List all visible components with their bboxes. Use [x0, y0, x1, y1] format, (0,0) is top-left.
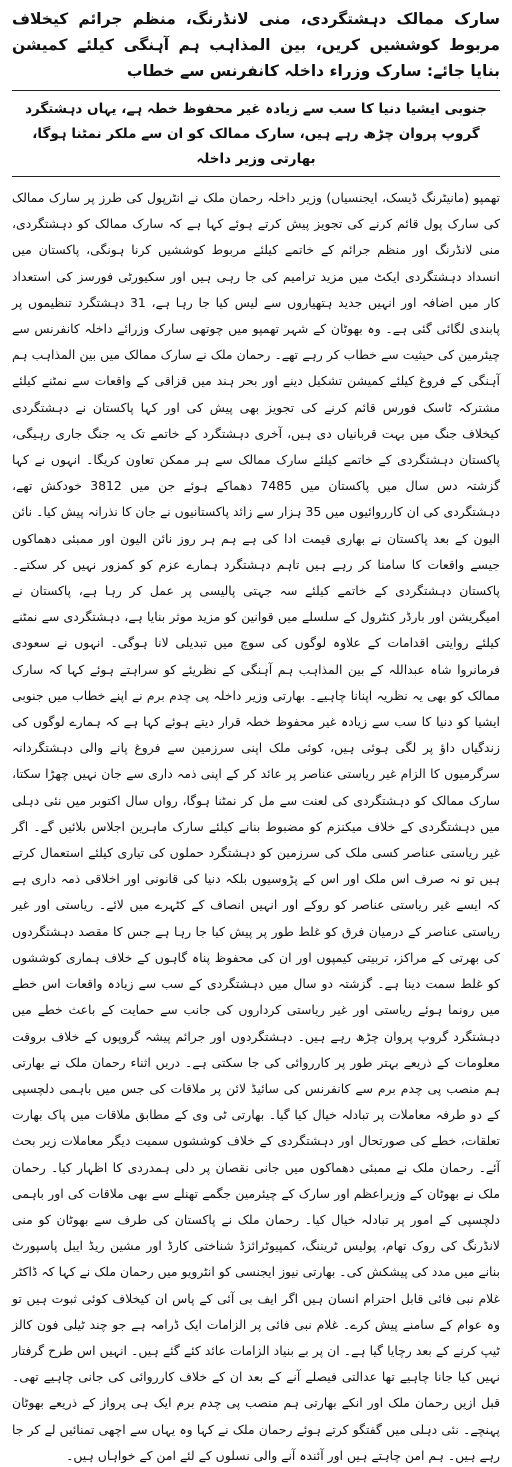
article-subheadline: جنوبی ایشیا دنیا کا سب سے زیادہ غیر محفوظ خطہ ہے، یہاں دہشتگرد گروپ پروان چڑھ رہے ہیں، سارک ممالک کو ان سے ملکر نمٹنا ہوگا، بھارتی وزیر داخلہ	[25, 101, 487, 167]
article-body: تھمپو (مانیٹرنگ ڈیسک، ایجنسیاں) وزیر داخلہ رحمان ملک نے انٹرپول کی طرز پر سارک ممالک کی سارک پول قائم کرنے کی تجویز پیش کرتے ہوئے کہا ہے کہ سارک ممالک کو دہشتگردی، منی لانڈرنگ اور منظم جرائم کے خاتمے کیلئے مربوط کوششیں کرنا ہونگی، پاکستان میں انسداد دہشتگردی ایکٹ میں مزید ترامیم کی جا رہی ہیں اور سکیورٹی فورسز کی استعداد کار میں اضافہ اور انہیں جدید ہتھیاروں سے لیس کیا جا رہا ہے، 31 دہشتگرد تنظیموں پر پابندی لگائی گئی ہے۔ وہ بھوٹان کے شہر تھمپو میں چوتھی سارک وزرائے داخلہ کانفرنس سے چیئرمین کی حیثیت سے خطاب کر رہے تھے۔ رحمان ملک نے سارک ممالک میں بین المذاہب ہم آہنگی کے فروغ کیلئے کمیشن تشکیل دینے اور بحر ہند میں قزاقی کے واقعات سے نمٹنے کیلئے مشترکہ ٹاسک فورس قائم کرنے کی تجویز بھی پیش کی اور کہا پاکستان نے دہشتگردی کیخلاف جنگ میں بہت قربانیاں دی ہیں، آخری دہشتگرد کے خاتمے تک یہ جنگ جاری رہیگی، پاکستان دہشتگردی کے خاتمے کیلئے سارک ممالک سے ہر ممکن تعاون کریگا۔ انہوں نے کہا گزشتہ دس سال میں پاکستان میں 7485 دھماکے ہوئے جن میں 3812 خودکش تھے، دہشتگردی کی ان کارروائیوں میں 35 ہزار سے زائد پاکستانیوں نے جان کا نذرانہ پیش کیا۔ نائن الیون کے بعد پاکستان نے بھاری قیمت ادا کی ہے ہم ہر روز نائن الیون اور ممبئی دھماکوں جیسے واقعات کا سامنا کر رہے ہیں تاہم دہشتگرد ہمارے عزم کو کمزور نہیں کر سکتے۔ پاکستان دہشتگردی کے خاتمے کیلئے سہ جہتی پالیسی پر عمل کر رہا ہے، پاکستان نے امیگریشن اور بارڈر کنٹرول کے سلسلے میں قوانین کو مزید موثر بنایا ہے، دہشتگردی سے نمٹنے کیلئے روایتی اقدامات کے علاوہ لوگوں کی سوچ میں تبدیلی لانا ہوگی۔ انہوں نے سعودی فرمانروا شاہ عبداللہ کے بین المذاہب ہم آہنگی کے نظریئے کو سراہتے ہوئے کہا کہ سارک ممالک کو بھی یہ نظریہ اپنانا چاہیے۔ بھارتی وزیر داخلہ پی چدم برم نے اپنے خطاب میں جنوبی ایشیا کو دنیا کا سب سے زیادہ غیر محفوظ خطہ قرار دیتے ہوئے کہا ہے کہ ہمارے لوگوں کی زندگیاں داؤ پر لگی ہوئی ہیں، کوئی ملک اپنی سرزمین سے فروغ پانے والی دہشتگردانہ سرگرمیوں کا الزام غیر ریاستی عناصر پر عائد کر کے اپنی ذمہ داری سے جان نہیں چھڑا سکتا، سارک ممالک کو دہشتگردی کی لعنت سے مل کر نمٹنا ہوگا، رواں سال اکتوبر میں نئی دہلی میں دہشتگردی کے خلاف میکنزم کو مضبوط بنانے کیلئے سارک ماہرین اجلاس بلائیں گے۔ اگر غیر ریاستی عناصر کسی ملک کی سرزمین کو دہشتگرد حملوں کی تیاری کیلئے استعمال کرتے ہیں تو نہ صرف اس ملک اور اس کے پڑوسیوں بلکہ دنیا کی قانونی اور اخلاقی ذمہ داری ہے کہ ایسے غیر ریاستی عناصر کو روکے اور انہیں انصاف کے کٹہرے میں لائے۔ ریاستی اور غیر ریاستی عناصر کے درمیان فرق کو غلط طور پر پیش کیا جا رہا ہے جس کا مقصد دہشتگردوں کی بھرتی کے مراکز، تربیتی کیمپوں اور ان کی محفوظ پناہ گاہوں کے خلاف ہماری کوششوں کو غلط سمت دینا ہے۔ گزشتہ دو سال میں دہشتگردی کے سب سے زیادہ واقعات اس خطے میں رونما ہوئے ریاستی اور غیر ریاستی کرداروں کی جانب سے حمایت کے باعث خطے میں دہشتگرد گروپ پروان چڑھ رہے ہیں۔ دہشتگردوں اور جرائم پیشہ گروپوں کے خلاف بروقت معلومات کے ذریعے بہتر طور پر کارروائی کی جا سکتی ہے۔ دریں اثناء رحمان ملک نے بھارتی ہم منصب پی چدم برم سے کانفرنس کی سائیڈ لائن پر ملاقات کی جس میں باہمی دلچسپی کے دو طرفہ معاملات پر تبادلہ خیال کیا گیا۔ بھارتی ٹی وی کے مطابق ملاقات میں پاک بھارت تعلقات، خطے کی صورتحال اور دہشتگردی کے خلاف کوششوں سمیت دیگر معاملات زیر بحث آئے۔ رحمان ملک نے ممبئی دھماکوں میں جانی نقصان پر دلی ہمدردی کا اظہار کیا۔ رحمان ملک نے بھوٹان کے وزیراعظم اور سارک کے چیئرمین جگمے تھنلے سے بھی ملاقات کی اور باہمی دلچسپی کے امور پر تبادلہ خیال کیا۔ رحمان ملک نے پاکستان کی طرف سے بھوٹان کو منی لانڈرنگ کی روک تھام، پولیس ٹریننگ، کمپیوٹرائزڈ شناختی کارڈ اور مشین ریڈ ایبل پاسپورٹ بنانے میں مدد کی پیشکش کی۔ بھارتی نیوز ایجنسی کو انٹرویو میں رحمان ملک نے کہا کہ ڈاکٹر غلام نبی فائی قابل احترام انسان ہیں اگر ایف بی آئی کے پاس ان کیخلاف کوئی ثبوت ہیں تو وہ عوام کے سامنے پیش کرے۔ غلام نبی فائی پر الزامات ایک ڈرامہ ہے جو چند ٹیلی فون کالز ٹیپ کرنے کے بعد رچایا گیا ہے۔ ان پر بے بنیاد الزامات عائد کئے گئے ہیں۔ انہیں اس طرح گرفتار نہیں کیا جانا چاہیے تھا عدالتی فیصلے آنے کے بعد ان کے خلاف کارروائی کی جانی چاہیے تھی۔ قبل ازیں رحمان ملک اور انکے بھارتی ہم منصب پی چدم برم ایک ہی پرواز کے ذریعے بھوٹان پہنچے۔ نئی دہلی میں گفتگو کرتے ہوئے رحمان ملک نے کہا وہ یہاں سے اچھی تمنائیں لے کر جا رہے ہیں۔ ہم امن چاہتے ہیں اور آئندہ آنے والی نسلوں کے لئے امن کے خواہاں ہیں۔	[12, 190, 501, 1463]
subheadline-box	[12, 90, 500, 177]
article-headline: سارک ممالک دہشتگردی، منی لانڈرنگ، منظم جرائم کیخلاف مربوط کوششیں کریں، بین المذاہب ہم آہنگی کیلئے کمیشن بنایا جائے: سارک وزراء داخلہ کانفرنس سے خطاب	[12, 10, 500, 80]
